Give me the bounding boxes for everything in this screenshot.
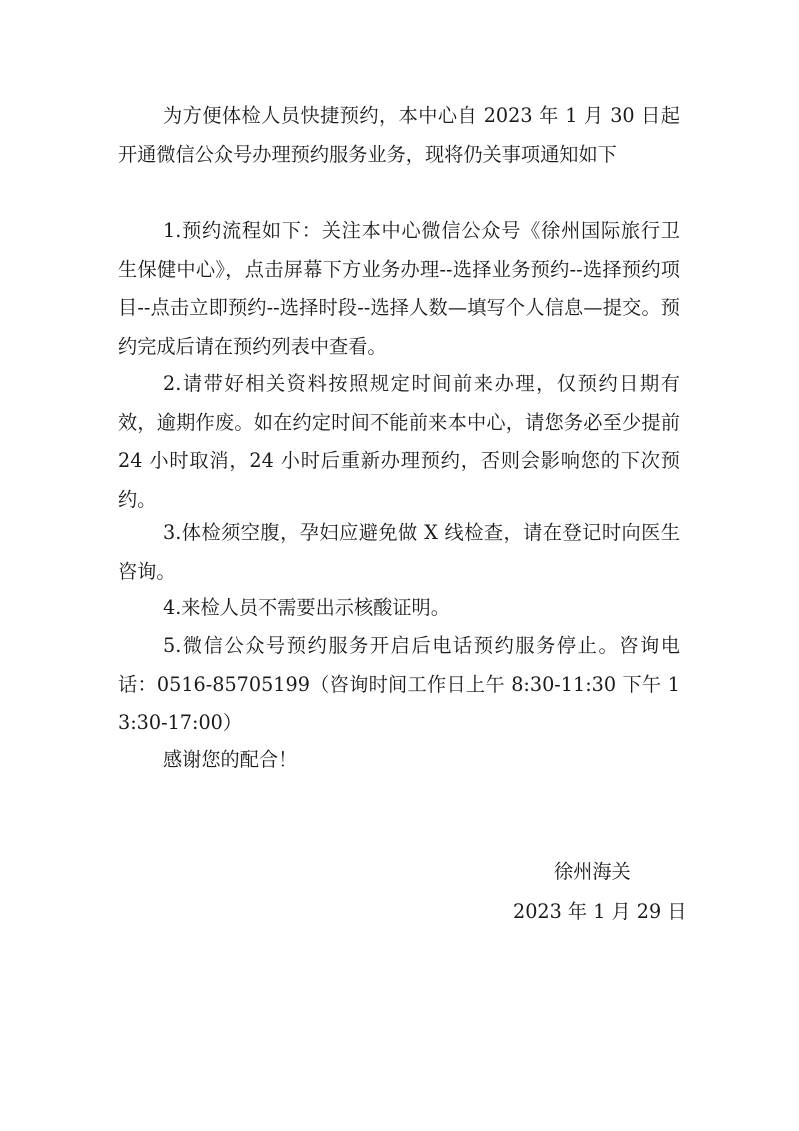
notice-item-2: 2.请带好相关资料按照规定时间前来办理，仅预约日期有效，逾期作废。如在约定时间不能前来本中心，请您务必至少提前 24 小时取消，24 小时后重新办理预约，否则会影响您的下次预约。 (118, 372, 680, 511)
signature-org: 徐州海关 (554, 860, 631, 883)
notice-item-4: 4.来检人员不需要出示核酸证明。 (163, 596, 450, 619)
notice-item-3: 3.体检须空腹，孕妇应避免做 X 线检查，请在登记时向医生咨询。 (118, 521, 680, 583)
signature-date: 2023 年 1 月 29 日 (513, 900, 687, 923)
notice-intro: 为方便体检人员快捷预约，本中心自 2023 年 1 月 30 日起开通微信公众号办理预约服务业务，现将仍关事项通知如下 (118, 104, 680, 166)
notice-item-1: 1.预约流程如下：关注本中心微信公众号《徐州国际旅行卫生保健中心》，点击屏幕下方业务办理--选择业务预约--选择预约项目--点击立即预约--选择时段--选择人数—填写个人信息—提交。预约完成后请在预约列表中查看。 (118, 219, 680, 358)
notice-item-5: 5.微信公众号预约服务开启后电话预约服务停止。咨询电话：0516-85705199（咨询时间工作日上午 8:30-11:30 下午 13:30-17:00） (118, 634, 680, 734)
notice-thanks: 感谢您的配合！ (163, 748, 298, 771)
